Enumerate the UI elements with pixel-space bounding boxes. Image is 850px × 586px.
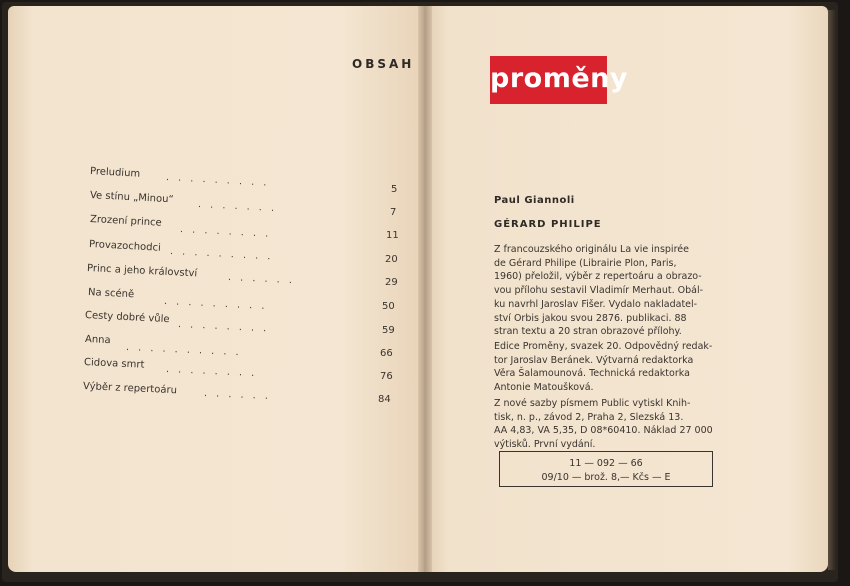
page-edge xyxy=(828,10,836,570)
toc-entry-page: 5 xyxy=(391,184,398,195)
toc-leader-dots: ...... xyxy=(203,388,278,403)
toc-entry-label: Na scéně xyxy=(87,287,135,301)
toc-entry-page: 84 xyxy=(378,394,391,405)
toc-entry-page: 29 xyxy=(385,277,398,288)
imprint-paragraph-2 xyxy=(494,340,716,395)
imprint-line: de Gérard Philipe (Librairie Plon, Paris, xyxy=(494,257,677,269)
imprint-line: Antonie Matoušková. xyxy=(494,382,594,394)
toc-entry-label: Cidova smrt xyxy=(83,357,145,371)
toc-entry-page: 50 xyxy=(382,301,395,312)
toc-entry-label: Zrození prince xyxy=(89,214,162,229)
imprint-paragraph-1 xyxy=(494,243,716,339)
table-of-contents xyxy=(8,6,424,572)
book-gutter xyxy=(418,6,432,572)
toc-entry-page: 7 xyxy=(390,207,397,218)
toc-leader-dots: ......... xyxy=(169,246,280,263)
toc-leader-dots: ......... xyxy=(163,296,274,313)
toc-entry-page: 59 xyxy=(382,325,395,336)
imprint-line: Věra Šalamounová. Technická redaktorka xyxy=(494,368,690,380)
toc-leader-dots: ...... xyxy=(227,272,302,287)
toc-leader-dots: .......... xyxy=(125,342,248,359)
toc-entry-label: Ve stínu „Minou“ xyxy=(89,190,174,206)
imprint-line: ství Orbis jakou svou 2876. publikaci. 88 xyxy=(494,312,687,324)
edition-logo: proměny xyxy=(490,56,607,104)
imprint-line: Edice Proměny, svazek 20. Odpovědný redak- xyxy=(494,341,713,352)
imprint-paragraph-3 xyxy=(494,397,716,452)
imprint-line: vou přílohu sestavil Vladimír Merhaut. Obál- xyxy=(494,285,704,297)
imprint-line: tisk, n. p., závod 2, Praha 2, Slezská 13. xyxy=(494,411,684,423)
book-title: GÉRARD PHILIPE xyxy=(494,219,602,230)
imprint-line: tor Jaroslav Beránek. Výtvarná redaktorka xyxy=(494,354,694,366)
toc-leader-dots: ......... xyxy=(165,172,276,190)
toc-entry-page: 11 xyxy=(386,230,399,241)
toc-entry-label: Cesty dobré vůle xyxy=(84,310,170,326)
toc-leader-dots: ........ xyxy=(177,319,276,335)
toc-leader-dots: ........ xyxy=(179,224,278,241)
toc-entry-label: Anna xyxy=(84,334,111,347)
imprint-line: 1960) přeložil, výběr z repertoáru a obrazo- xyxy=(494,271,702,283)
left-page xyxy=(8,6,424,572)
imprint-line: ku navrhl Jaroslav Fišer. Vydalo nakladatel- xyxy=(494,298,698,310)
toc-entry-label: Výběr z repertoáru xyxy=(82,381,178,397)
toc-entry-page: 66 xyxy=(380,348,393,359)
toc-entry-label: Princ a jeho království xyxy=(86,263,198,280)
price-code: 11 — 092 — 66 xyxy=(569,458,643,469)
imprint-line: Z francouzského originálu La vie inspirée xyxy=(494,244,689,255)
imprint-line: AA 4,83, VA 5,35, D 08*60410. Náklad 27 000 xyxy=(494,425,713,437)
author-name: Paul Giannoli xyxy=(494,195,575,206)
toc-entry-label: Preludium xyxy=(89,166,141,180)
toc-entry-label: Provazochodci xyxy=(88,239,162,254)
imprint-line: výtisků. První vydání. xyxy=(494,439,596,451)
toc-entry-page: 76 xyxy=(380,371,393,382)
imprint-line: Z nové sazby písmem Public vytiskl Knih- xyxy=(494,398,691,409)
toc-leader-dots: ........ xyxy=(165,364,264,380)
price-box xyxy=(499,451,713,487)
price-line: 09/10 — brož. 8,— Kčs — E xyxy=(541,472,671,483)
toc-title: OBSAH xyxy=(352,57,415,71)
toc-leader-dots: ....... xyxy=(197,199,284,215)
imprint-line: stran textu a 20 stran obrazové přílohy. xyxy=(494,326,682,338)
toc-entry-page: 20 xyxy=(385,254,398,265)
